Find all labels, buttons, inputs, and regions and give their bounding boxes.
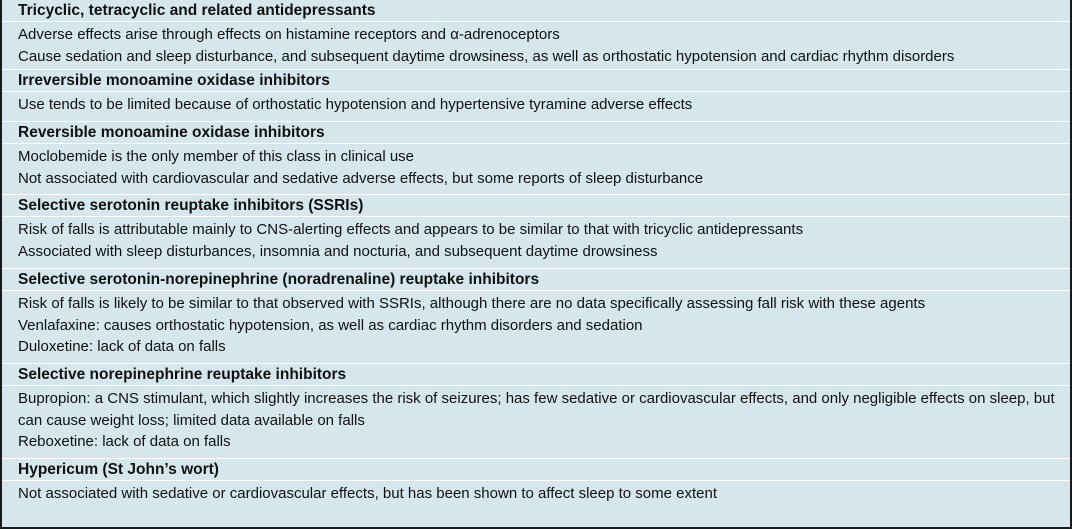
section-line: Reboxetine: lack of data on falls (18, 433, 231, 450)
section-body (18, 22, 1064, 70)
table-section (2, 195, 1070, 269)
section-line: Risk of falls is likely to be similar to that observed with SSRIs, although there are no data specifically assessing fall risk with these agents (18, 295, 926, 312)
section-heading: Selective serotonin reuptake inhibitors (SSRIs) (2, 195, 1070, 217)
section-body (18, 217, 1064, 265)
section-line: Risk of falls is attributable mainly to CNS-alerting effects and appears to be similar to that with tricyclic antidepressants (18, 221, 804, 238)
section-body (18, 291, 1064, 361)
section-line: Not associated with sedative or cardiovascular effects, but has been shown to affect sleep to some extent (18, 485, 718, 502)
section-heading: Selective serotonin-norepinephrine (noradrenaline) reuptake inhibitors (2, 269, 1070, 291)
section-heading: Reversible monoamine oxidase inhibitors (2, 122, 1070, 144)
section-body (18, 92, 1064, 119)
table-section (2, 0, 1070, 70)
section-line: Cause sedation and sleep disturbance, and subsequent daytime drowsiness, as well as orthostatic hypotension and cardiac rhythm disorders (18, 47, 955, 65)
table-section (2, 269, 1070, 364)
section-heading: Tricyclic, tetracyclic and related antidepressants (2, 0, 1070, 22)
table-section (2, 122, 1070, 195)
section-line: Moclobemide is the only member of this class in clinical use (18, 148, 414, 165)
table-section (2, 364, 1070, 459)
section-heading: Selective norepinephrine reuptake inhibitors (2, 364, 1070, 386)
section-line: Venlafaxine: causes orthostatic hypotension, as well as cardiac rhythm disorders and sedation (18, 316, 643, 334)
section-heading: Hypericum (St John’s wort) (2, 459, 1070, 481)
section-line: Bupropion: a CNS stimulant, which slightly increases the risk of seizures; has few sedative or cardiovascular effects, and only negligible effects on sleep, but can cause weight loss; limited data available on falls (18, 390, 1055, 429)
section-body (18, 386, 1064, 456)
section-line: Not associated with cardiovascular and sedative adverse effects, but some reports of sleep disturbance (18, 169, 704, 187)
section-line: Use tends to be limited because of orthostatic hypotension and hypertensive tyramine adverse effects (18, 96, 693, 113)
table-section (2, 70, 1070, 122)
section-line: Associated with sleep disturbances, insomnia and nocturia, and subsequent daytime drowsiness (18, 242, 658, 260)
table-section (2, 459, 1070, 525)
section-heading: Irreversible monoamine oxidase inhibitors (2, 70, 1070, 92)
section-body (18, 481, 1064, 508)
section-body (18, 144, 1064, 192)
section-line: Adverse effects arise through effects on histamine receptors and α-adrenoceptors (18, 26, 560, 43)
section-line: Duloxetine: lack of data on falls (18, 338, 226, 355)
